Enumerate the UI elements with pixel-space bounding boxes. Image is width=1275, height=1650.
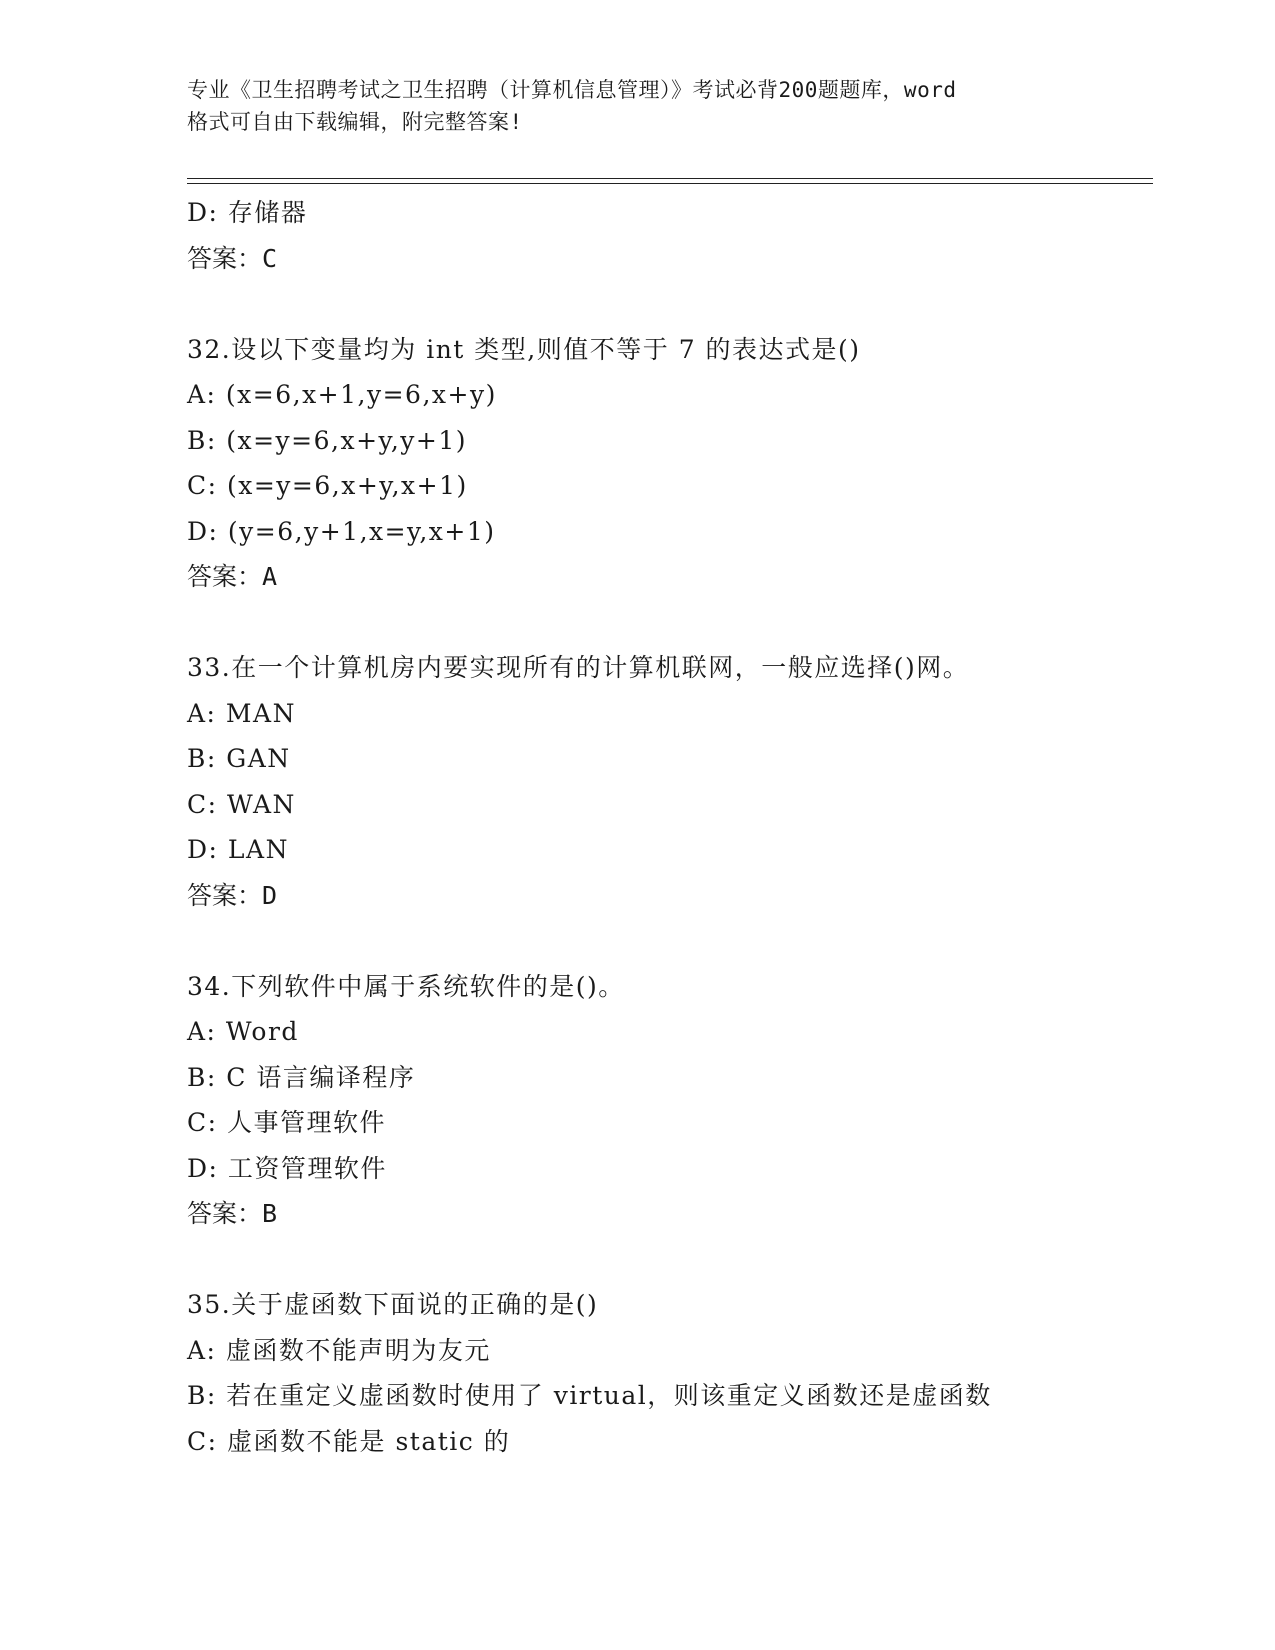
option-text: D: 存储器 — [187, 198, 308, 227]
option-text: D: (y=6,y+1,x=y,x+1) — [187, 516, 496, 546]
option-text: D: 工资管理软件 — [187, 1153, 387, 1183]
document-header — [187, 74, 1087, 138]
question-stem: 33.在一个计算机房内要实现所有的计算机联网，一般应选择()网。 — [187, 653, 970, 682]
question-stem: 32.设以下变量均为 int 类型,则值不等于 7 的表达式是() — [187, 334, 861, 364]
header-divider-top — [187, 178, 1153, 179]
option-text: A: 虚函数不能声明为友元 — [187, 1335, 491, 1365]
answer-line: 答案：B — [187, 1199, 278, 1228]
spacer — [187, 918, 1187, 964]
option-text: B: 若在重定义虚函数时使用了 virtual，则该重定义函数还是虚函数 — [187, 1381, 992, 1410]
option-text: B: (x=y=6,x+y,y+1) — [187, 425, 467, 455]
header-divider-bottom — [187, 183, 1153, 184]
question-stem: 35.关于虚函数下面说的正确的是() — [187, 1290, 599, 1319]
spacer — [187, 281, 1187, 327]
option-text: C: 虚函数不能是 static 的 — [187, 1426, 511, 1456]
option-text: B: GAN — [187, 744, 291, 773]
option-text: C: WAN — [187, 789, 296, 819]
option-text: D: LAN — [187, 835, 289, 864]
spacer — [187, 600, 1187, 646]
option-text: C: 人事管理软件 — [187, 1108, 386, 1137]
option-text: A: Word — [187, 1017, 299, 1046]
answer-line: 答案：A — [187, 562, 278, 591]
option-text: B: C 语言编译程序 — [187, 1062, 416, 1092]
answer-line: 答案：D — [187, 880, 278, 910]
question-stem: 34.下列软件中属于系统软件的是()。 — [187, 971, 625, 1001]
option-text: A: (x=6,x+1,y=6,x+y) — [187, 380, 497, 409]
answer-line: 答案：C — [187, 243, 278, 273]
question-list — [187, 190, 1187, 1464]
option-text: C: (x=y=6,x+y,x+1) — [187, 471, 468, 500]
spacer — [187, 1237, 1187, 1283]
option-text: A: MAN — [187, 698, 296, 728]
header-line-1: 专业《卫生招聘考试之卫生招聘（计算机信息管理）》考试必背200题题库，word — [187, 78, 957, 102]
header-line-2: 格式可自由下载编辑，附完整答案! — [187, 110, 523, 134]
